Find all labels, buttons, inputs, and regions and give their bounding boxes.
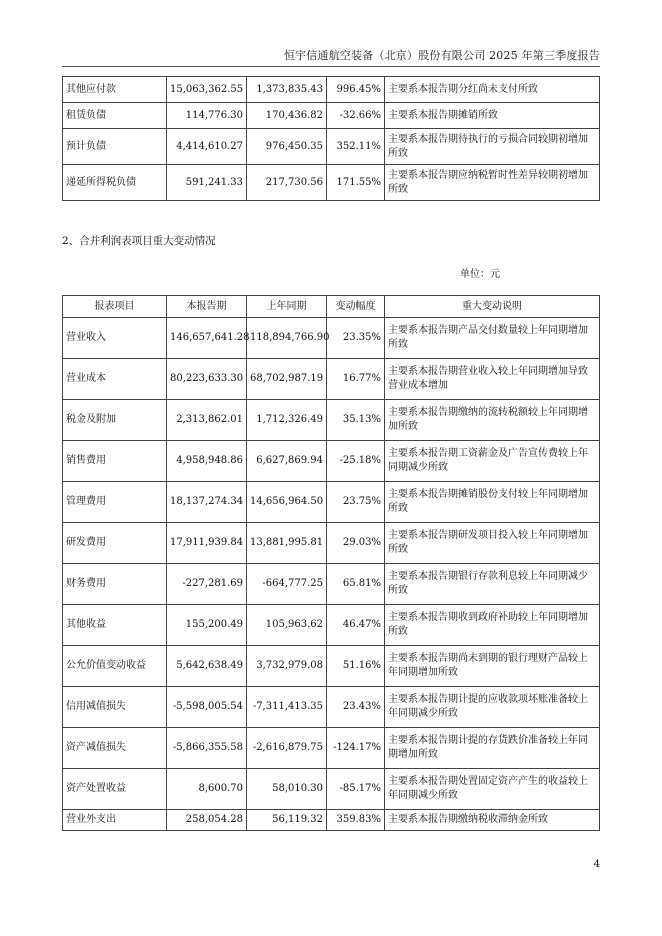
table-row xyxy=(63,564,600,605)
table-row xyxy=(63,728,600,769)
table-row xyxy=(63,318,600,359)
change-reason: 主要系本报告期尚未到期的银行理财产品较上年同期增加所致 xyxy=(385,646,600,687)
change-rate: 359.83% xyxy=(327,810,385,831)
change-reason: 主要系本报告期产品交付数量较上年同期增加所致 xyxy=(385,318,600,359)
current-value: 146,657,641.28 xyxy=(167,318,247,359)
row-item: 预计负债 xyxy=(63,129,167,165)
row-item: 资产减值损失 xyxy=(63,728,167,769)
table-row xyxy=(63,482,600,523)
change-rate: 352.11% xyxy=(327,129,385,165)
change-reason: 主要系本报告期研发项目投入较上年同期增加所致 xyxy=(385,523,600,564)
current-value: 18,137,274.34 xyxy=(167,482,247,523)
change-rate: 23.75% xyxy=(327,482,385,523)
change-rate: -25.18% xyxy=(327,441,385,482)
change-reason: 主要系本报告期工资薪金及广告宣传费较上年同期减少所致 xyxy=(385,441,600,482)
change-rate: 171.55% xyxy=(327,165,385,201)
current-value: -227,281.69 xyxy=(167,564,247,605)
row-item: 公允价值变动收益 xyxy=(63,646,167,687)
report-header-title: 恒宇信通航空装备（北京）股份有限公司 2025 年第三季度报告 xyxy=(283,49,600,62)
row-item: 税金及附加 xyxy=(63,400,167,441)
current-value: 155,200.49 xyxy=(167,605,247,646)
change-rate: 46.47% xyxy=(327,605,385,646)
previous-value: -2,616,879.75 xyxy=(247,728,327,769)
row-item: 资产处置收益 xyxy=(63,769,167,810)
change-reason: 主要系本报告期处置固定资产产生的收益较上年同期减少所致 xyxy=(385,769,600,810)
column-header: 上年同期 xyxy=(247,296,327,318)
previous-value: 56,119.32 xyxy=(247,810,327,831)
row-item: 营业收入 xyxy=(63,318,167,359)
column-header: 变动幅度 xyxy=(327,296,385,318)
current-value: 591,241.33 xyxy=(167,165,247,201)
row-item: 营业成本 xyxy=(63,359,167,400)
table-row xyxy=(63,810,600,831)
change-reason: 主要系本报告期摊销所致 xyxy=(385,103,600,129)
current-value: 17,911,939.84 xyxy=(167,523,247,564)
change-reason: 主要系本报告期计提的应收款项坏账准备较上年同期减少所致 xyxy=(385,687,600,728)
unit-label: 单位：元 xyxy=(460,269,500,280)
section-title: 2、合并利润表项目重大变动情况 xyxy=(62,235,216,247)
row-item: 其他收益 xyxy=(63,605,167,646)
change-rate: 51.16% xyxy=(327,646,385,687)
previous-value: -7,311,413.35 xyxy=(247,687,327,728)
current-value: 4,958,948.86 xyxy=(167,441,247,482)
change-reason: 主要系本报告期缴纳的流转税额较上年同期增加所致 xyxy=(385,400,600,441)
change-reason: 主要系本报告期摊销股份支付较上年同期增加所致 xyxy=(385,482,600,523)
table-row xyxy=(63,646,600,687)
change-reason: 主要系本报告期收到政府补助较上年同期增加所致 xyxy=(385,605,600,646)
previous-value: 14,656,964.50 xyxy=(247,482,327,523)
row-item: 其他应付款 xyxy=(63,77,167,103)
row-item: 营业外支出 xyxy=(63,810,167,831)
current-value: 4,414,610.27 xyxy=(167,129,247,165)
table-row xyxy=(63,523,600,564)
table-row xyxy=(63,441,600,482)
change-rate: 65.81% xyxy=(327,564,385,605)
change-reason: 主要系本报告期应纳税暂时性差异较期初增加所致 xyxy=(385,165,600,201)
page-number: 4 xyxy=(593,859,600,870)
table-row xyxy=(63,769,600,810)
previous-value: 105,963.62 xyxy=(247,605,327,646)
balance-sheet-changes-table xyxy=(62,76,600,201)
table-row xyxy=(63,605,600,646)
row-item: 销售费用 xyxy=(63,441,167,482)
table-row xyxy=(63,129,600,165)
column-header: 重大变动说明 xyxy=(385,296,600,318)
previous-value: -664,777.25 xyxy=(247,564,327,605)
change-rate: 16.77% xyxy=(327,359,385,400)
previous-value: 170,436.82 xyxy=(247,103,327,129)
change-rate: 996.45% xyxy=(327,77,385,103)
current-value: -5,598,005.54 xyxy=(167,687,247,728)
change-rate: -32.66% xyxy=(327,103,385,129)
current-value: 5,642,638.49 xyxy=(167,646,247,687)
row-item: 租赁负债 xyxy=(63,103,167,129)
current-value: 8,600.70 xyxy=(167,769,247,810)
row-item: 信用减值损失 xyxy=(63,687,167,728)
change-reason: 主要系本报告期营业收入较上年同期增加导致营业成本增加 xyxy=(385,359,600,400)
row-item: 财务费用 xyxy=(63,564,167,605)
previous-value: 6,627,869.94 xyxy=(247,441,327,482)
table-row xyxy=(63,103,600,129)
change-rate: 29.03% xyxy=(327,523,385,564)
column-header: 报表项目 xyxy=(63,296,167,318)
previous-value: 1,712,326.49 xyxy=(247,400,327,441)
change-rate: 35.13% xyxy=(327,400,385,441)
current-value: 80,223,633.30 xyxy=(167,359,247,400)
change-reason: 主要系本报告期待执行的亏损合同较期初增加所致 xyxy=(385,129,600,165)
current-value: 2,313,862.01 xyxy=(167,400,247,441)
column-header: 本报告期 xyxy=(167,296,247,318)
change-reason: 主要系本报告期银行存款利息较上年同期减少所致 xyxy=(385,564,600,605)
table-header-row xyxy=(63,296,600,318)
header-divider xyxy=(62,66,600,67)
income-statement-changes-table xyxy=(62,295,600,831)
previous-value: 68,702,987.19 xyxy=(247,359,327,400)
previous-value: 1,373,835.43 xyxy=(247,77,327,103)
current-value: 114,776.30 xyxy=(167,103,247,129)
change-rate: -124.17% xyxy=(327,728,385,769)
change-rate: -85.17% xyxy=(327,769,385,810)
table-row xyxy=(63,400,600,441)
row-item: 递延所得税负债 xyxy=(63,165,167,201)
table-row xyxy=(63,77,600,103)
previous-value: 13,881,995.81 xyxy=(247,523,327,564)
change-reason: 主要系本报告期分红尚未支付所致 xyxy=(385,77,600,103)
table-row xyxy=(63,687,600,728)
row-item: 管理费用 xyxy=(63,482,167,523)
current-value: 258,054.28 xyxy=(167,810,247,831)
change-reason: 主要系本报告期计提的存货跌价准备较上年同期增加所致 xyxy=(385,728,600,769)
change-rate: 23.43% xyxy=(327,687,385,728)
change-reason: 主要系本报告期缴纳税收滞纳金所致 xyxy=(385,810,600,831)
row-item: 研发费用 xyxy=(63,523,167,564)
previous-value: 118,894,766.90 xyxy=(247,318,327,359)
table-row xyxy=(63,165,600,201)
previous-value: 3,732,979.08 xyxy=(247,646,327,687)
previous-value: 58,010.30 xyxy=(247,769,327,810)
current-value: -5,866,355.58 xyxy=(167,728,247,769)
current-value: 15,063,362.55 xyxy=(167,77,247,103)
change-rate: 23.35% xyxy=(327,318,385,359)
table-row xyxy=(63,359,600,400)
previous-value: 976,450.35 xyxy=(247,129,327,165)
previous-value: 217,730.56 xyxy=(247,165,327,201)
